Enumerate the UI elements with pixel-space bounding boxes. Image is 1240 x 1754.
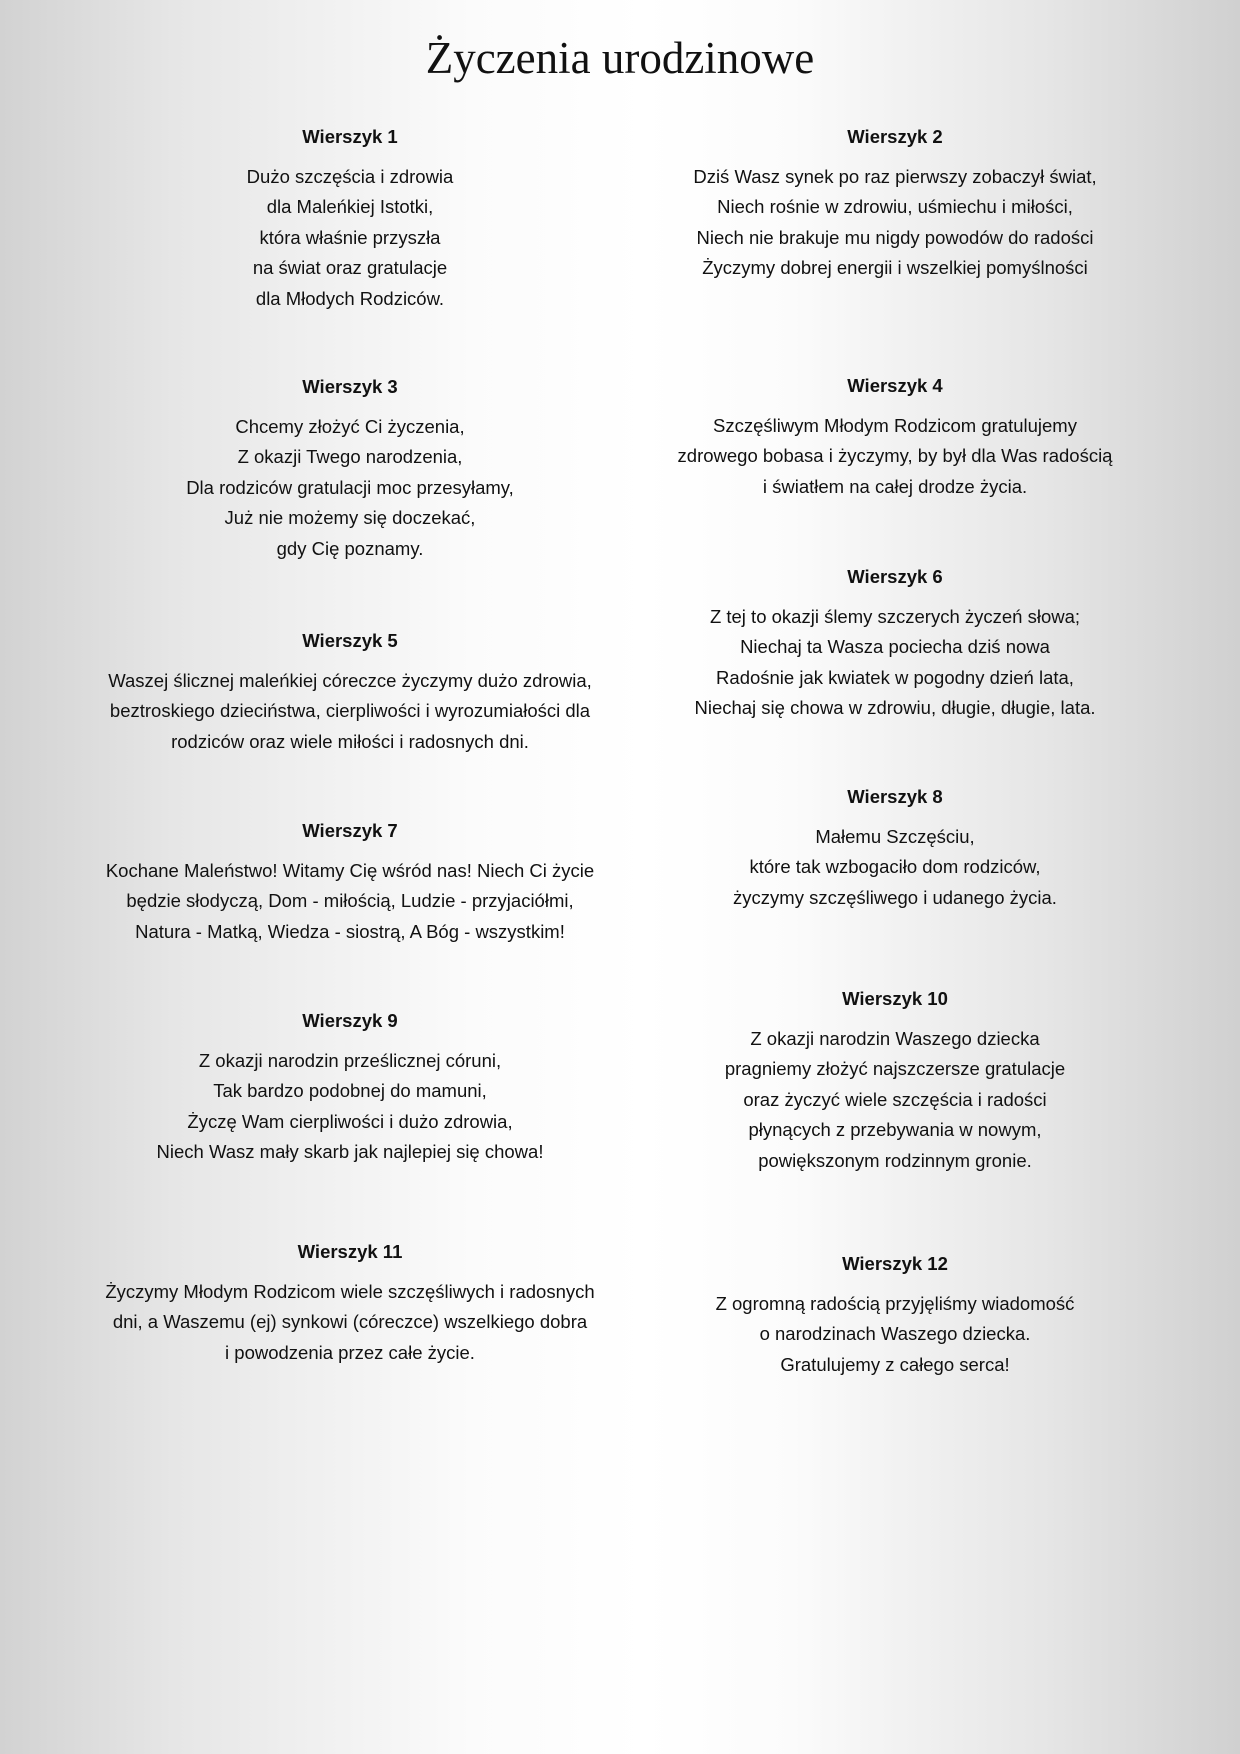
poem-line: Waszej ślicznej maleńkiej córeczce życzymy dużo zdrowia, xyxy=(108,670,592,691)
poem-line: Niech nie brakuje mu nigdy powodów do radości xyxy=(696,226,1094,248)
poem-line: Dla rodziców gratulacji moc przesyłamy, xyxy=(186,476,514,498)
poem-7 xyxy=(70,816,630,947)
poem-1 xyxy=(70,122,630,314)
poem-line: Natura - Matką, Wiedza - siostrą, A Bóg - wszystkim! xyxy=(135,920,565,942)
poem-line: Życzę Wam cierpliwości i dużo zdrowia, xyxy=(187,1110,513,1132)
poem-11 xyxy=(70,1237,630,1368)
poem-8 xyxy=(615,782,1175,913)
poem-title: Wierszyk 3 xyxy=(302,376,398,397)
poem-line: która właśnie przyszła xyxy=(259,226,441,248)
poem-line: Niech rośnie w zdrowiu, uśmiechu i miłości, xyxy=(717,196,1073,218)
poem-3 xyxy=(70,372,630,564)
poem-line: o narodzinach Waszego dziecka. xyxy=(759,1323,1031,1345)
poem-title: Wierszyk 1 xyxy=(302,126,398,147)
poem-line: dla Maleńkiej Istotki, xyxy=(266,196,434,218)
poem-title: Wierszyk 2 xyxy=(847,126,943,147)
poem-line: dni, a Waszemu (ej) synkowi (córeczce) wszelkiego dobra xyxy=(112,1311,588,1333)
poem-title: Wierszyk 11 xyxy=(297,1241,403,1262)
poem-line: które tak wzbogaciło dom rodziców, xyxy=(749,856,1041,878)
poem-10 xyxy=(615,984,1175,1176)
poem-line: i powodzenia przez całe życie. xyxy=(225,1341,475,1363)
poem-title: Wierszyk 5 xyxy=(302,630,398,651)
poem-line: Małemu Szczęściu, xyxy=(815,826,975,847)
page-title: Życzenia urodzinowe xyxy=(425,33,815,83)
poem-line: Niechaj ta Wasza pociecha dziś nowa xyxy=(740,636,1050,658)
poem-line: Niech Wasz mały skarb jak najlepiej się chowa! xyxy=(156,1141,544,1163)
poem-title: Wierszyk 4 xyxy=(847,375,943,396)
poem-line: pragniemy złożyć najszczersze gratulacje xyxy=(724,1058,1066,1080)
poem-line: Życzymy Młodym Rodzicom wiele szczęśliwych i radosnych xyxy=(105,1281,595,1302)
poem-line: Tak bardzo podobnej do mamuni, xyxy=(213,1080,487,1102)
poem-line: i światłem na całej drodze życia. xyxy=(762,475,1028,497)
poem-line: Szczęśliwym Młodym Rodzicom gratulujemy xyxy=(713,415,1077,436)
poem-4 xyxy=(615,371,1175,502)
poem-line: gdy Cię poznamy. xyxy=(276,537,424,559)
poem-line: Z okazji Twego narodzenia, xyxy=(237,446,463,468)
poem-line: Z tej to okazji ślemy szczerych życzeń słowa; xyxy=(709,606,1081,627)
poem-line: Gratulujemy z całego serca! xyxy=(780,1353,1010,1375)
poem-line: Dużo szczęścia i zdrowia xyxy=(246,166,454,187)
poem-line: beztroskiego dzieciństwa, cierpliwości i wyrozumiałości dla xyxy=(109,700,591,722)
poem-line: Życzymy dobrej energii i wszelkiej pomyślności xyxy=(702,257,1088,279)
poem-line: Z okazji narodzin Waszego dziecka xyxy=(750,1028,1040,1049)
poem-title: Wierszyk 7 xyxy=(302,820,398,841)
poem-2 xyxy=(615,122,1175,284)
poem-line: Radośnie jak kwiatek w pogodny dzień lata, xyxy=(716,666,1074,688)
poem-title: Wierszyk 9 xyxy=(302,1010,398,1031)
poem-6 xyxy=(615,562,1175,724)
poem-line: Z ogromną radością przyjęliśmy wiadomość xyxy=(715,1293,1075,1314)
poem-line: oraz życzyć wiele szczęścia i radości xyxy=(743,1088,1047,1110)
poem-title: Wierszyk 12 xyxy=(842,1253,948,1274)
poem-title: Wierszyk 6 xyxy=(847,566,943,587)
poem-title: Wierszyk 10 xyxy=(842,988,948,1009)
poem-line: życzymy szczęśliwego i udanego życia. xyxy=(733,886,1057,908)
poem-9 xyxy=(70,1006,630,1168)
poem-line: rodziców oraz wiele miłości i radosnych dni. xyxy=(171,730,529,752)
poem-line: dla Młodych Rodziców. xyxy=(255,287,445,309)
poem-line: będzie słodyczą, Dom - miłością, Ludzie - przyjaciółmi, xyxy=(126,890,574,912)
poem-line: Niechaj się chowa w zdrowiu, długie, długie, lata. xyxy=(694,697,1096,719)
poem-line: Dziś Wasz synek po raz pierwszy zobaczył świat, xyxy=(693,166,1097,187)
poem-line: płynących z przebywania w nowym, xyxy=(748,1119,1042,1141)
poem-5 xyxy=(70,626,630,757)
poem-line: na świat oraz gratulacje xyxy=(252,257,448,279)
poem-line: Z okazji narodzin prześlicznej córuni, xyxy=(198,1050,502,1071)
poem-line: Chcemy złożyć Ci życzenia, xyxy=(235,416,465,437)
poem-line: powiększonym rodzinnym gronie. xyxy=(758,1149,1032,1171)
poem-line: zdrowego bobasa i życzymy, by był dla Was radością xyxy=(677,445,1113,467)
poem-line: Kochane Maleństwo! Witamy Cię wśród nas! Niech Ci życie xyxy=(105,860,595,881)
poem-line: Już nie możemy się doczekać, xyxy=(224,507,476,529)
poem-title: Wierszyk 8 xyxy=(847,786,943,807)
poem-12 xyxy=(615,1249,1175,1380)
